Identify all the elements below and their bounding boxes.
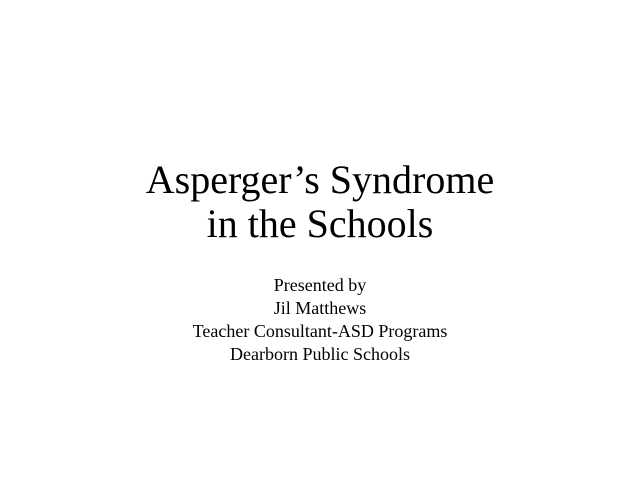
subtitle-organization: Dearborn Public Schools	[230, 344, 410, 364]
subtitle-presenter-role: Teacher Consultant-ASD Programs	[192, 321, 448, 341]
title-line-1: Asperger’s Syndrome	[145, 157, 495, 202]
slide-title	[0, 158, 640, 246]
title-line-2: in the Schools	[206, 201, 434, 246]
slide-subtitle	[0, 274, 640, 366]
subtitle-presenter-name: Jil Matthews	[273, 298, 367, 318]
subtitle-presented-by: Presented by	[273, 275, 367, 295]
